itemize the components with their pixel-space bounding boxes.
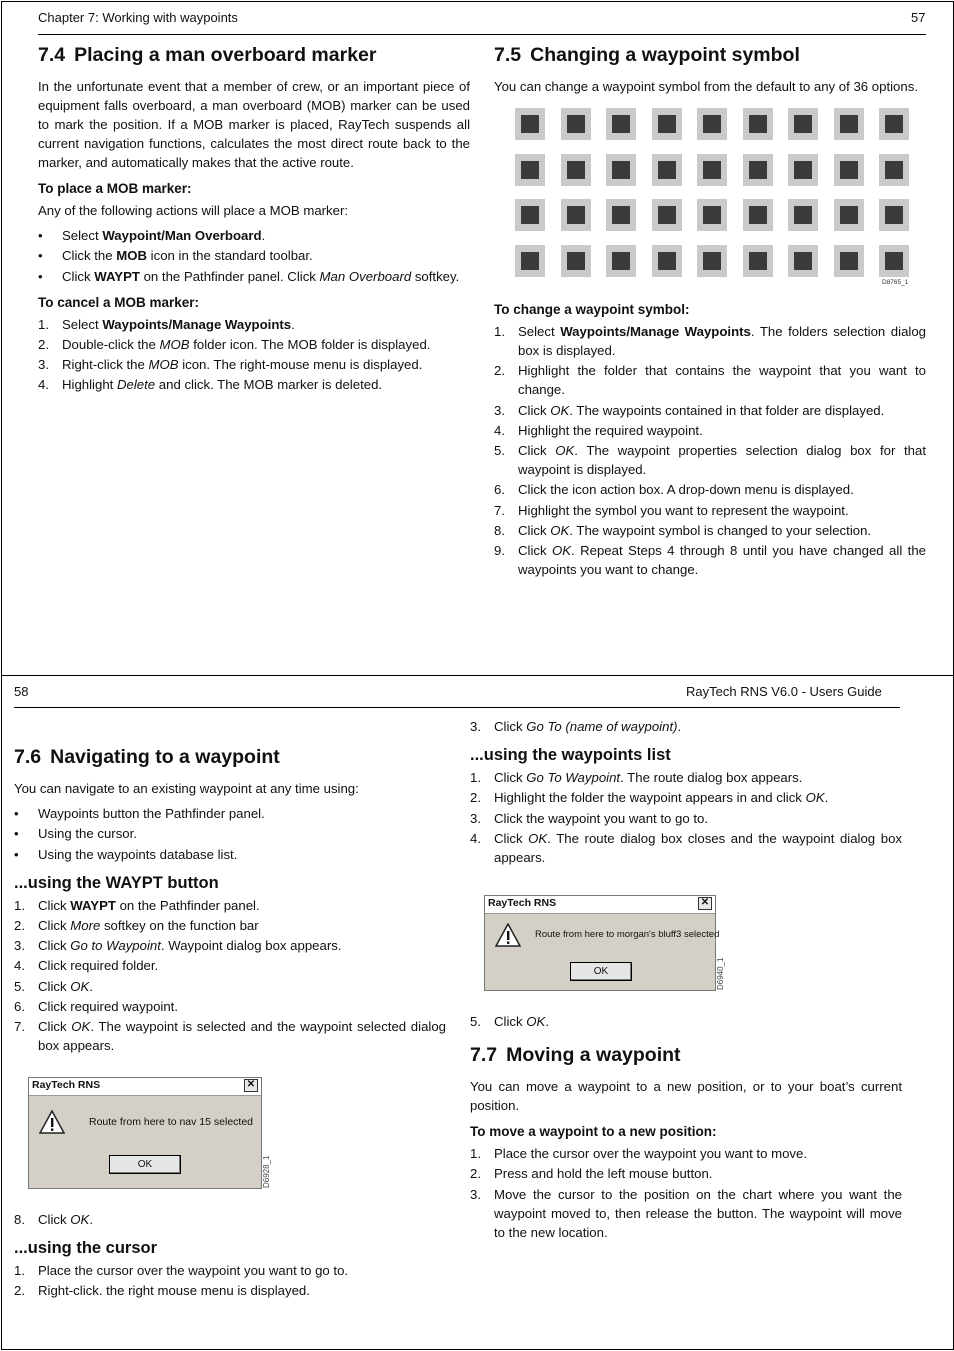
waypoint-symbol-icon [606,154,636,186]
waypoint-symbol-icon [606,245,636,277]
waypoint-symbol-icon [515,199,545,231]
waypoint-symbol-icon [606,108,636,140]
list-item: 6. Click the icon action box. A drop-down menu is displayed. [494,482,854,498]
dialog-message: Route from here to morgan's bluff3 selected [535,929,720,940]
ok-button[interactable]: OK [570,962,632,981]
warning-icon [39,1110,65,1134]
section-intro: You can move a waypoint to a new position, or to your boat’s current position. [470,1079,902,1113]
running-header-right: RayTech RNS V6.0 - Users Guide [686,684,882,699]
subheading-waypoints-list: ...using the waypoints list [470,746,671,764]
list-item: • Select Waypoint/Man Overboard. [38,228,266,243]
waypoint-symbol-icon [788,154,818,186]
list-item: 1. Select Waypoints/Manage Waypoints. The folders selection dialog box is displayed. [494,324,926,358]
section-7-6-continued [14,1210,446,1304]
waypoint-symbol-grid [508,108,928,288]
waypoint-symbol-icon [879,108,909,140]
list-item: • Using the waypoints database list. [14,846,238,862]
list-item: 5. Click OK. [470,1014,549,1029]
waypoint-symbol-icon [743,199,773,231]
list-item: • Click WAYPT on the Pathfinder panel. Click Man Overboard softkey. [38,268,460,284]
list-item: 3. Click the waypoint you want to go to. [470,810,709,826]
list-item: 9. Click OK. Repeat Steps 4 through 8 until you have changed all the waypoints you want to change. [494,543,926,578]
list-item: 8. Click OK. The waypoint symbol is changed to your selection. [494,523,872,539]
subheading-move-waypoint: To move a waypoint to a new position: [470,1124,717,1139]
waypoint-symbol-icon [834,199,864,231]
list-item: 4. Click required folder. [14,958,159,974]
section-7-4 [38,43,470,398]
page-number: 58 [14,684,29,699]
list-item: 3. Right-click the MOB icon. The right-mouse menu is displayed. [38,357,423,373]
cancel-mob-list [38,315,470,395]
waypoint-symbol-icon [743,245,773,277]
section-heading: 7.5 Changing a waypoint symbol [494,44,800,66]
waypoint-symbol-icon [788,199,818,231]
waypoint-symbol-icon [697,199,727,231]
navigate-options-list [14,804,446,864]
change-symbol-steps [494,322,926,579]
section-7-6 [14,745,446,1059]
place-mob-list [38,226,470,286]
waypoint-symbol-icon [834,108,864,140]
list-item: 8. Click OK. [14,1212,93,1227]
waypoint-symbol-icon [652,199,682,231]
header-rule [38,34,926,35]
waypoint-symbol-icon [561,245,591,277]
list-item: 2. Highlight the folder that contains the waypoint that you want to change. [494,363,926,398]
section-7-7 [470,1012,902,1246]
close-icon[interactable]: ✕ [244,1079,258,1092]
dialog-message: Route from here to nav 15 selected [89,1116,254,1128]
waypoint-symbol-icon [697,108,727,140]
list-item: • Click the MOB icon in the standard toolbar. [38,248,313,264]
section-intro: You can change a waypoint symbol from the default to any of 36 options. [494,79,918,94]
waypoints-list-steps-cont [470,1012,902,1031]
list-item: 1. Place the cursor over the waypoint you want to move. [470,1146,807,1161]
list-item: 4. Highlight Delete and click. The MOB marker is deleted. [38,377,383,393]
waypoint-symbol-icon [652,108,682,140]
page-number: 57 [911,10,926,25]
section-intro: You can navigate to an existing waypoint at any time using: [14,781,359,796]
waypt-button-steps [14,896,446,1056]
waypoint-symbol-icon [834,154,864,186]
waypoint-symbol-icon [652,154,682,186]
section-7-5 [494,43,926,583]
waypoint-symbol-icon [515,108,545,140]
subheading-waypt-button: ...using the WAYPT button [14,873,219,892]
section-heading: 7.7 Moving a waypoint [470,1044,681,1066]
route-selected-dialog [484,895,720,991]
dialog-titlebar: RayTech RNS ✕ [485,896,715,914]
ok-button[interactable]: OK [109,1155,181,1174]
list-item: 3. Move the cursor to the position on the chart where you want the waypoint moved to, then release the button. The waypoint will move to the new location. [470,1186,902,1240]
waypoint-symbol-icon [743,154,773,186]
section-heading: 7.6 Navigating to a waypoint [14,746,280,768]
list-item: 7. Highlight the symbol you want to represent the waypoint. [494,502,849,518]
list-item: 2. Press and hold the left mouse button. [470,1166,713,1182]
list-item: 2. Click More softkey on the function bar [14,917,259,933]
list-item: 5. Click OK. The waypoint properties selection dialog box for that waypoint is displayed. [494,443,926,478]
list-item: 1. Click WAYPT on the Pathfinder panel. [14,897,260,913]
waypoint-symbol-icon [743,108,773,140]
dialog-titlebar: RayTech RNS ✕ [29,1078,261,1096]
waypoint-symbol-icon [561,154,591,186]
subheading-cursor: ...using the cursor [14,1239,158,1257]
running-header-left: Chapter 7: Working with waypoints [38,10,238,25]
section-intro: In the unfortunate event that a member of crew, or an important piece of equipment falls overboard, a man overboard (MOB) marker can be used to mark the position. If a MOB marker is placed, RayTech suspends all current navigation functions, calculates the most direct route back to the marker, and automatically makes that the active route. [38,79,470,170]
waypt-button-steps-cont [14,1210,446,1229]
list-item: 2. Highlight the folder the waypoint appears in and click OK. [470,790,829,806]
place-intro: Any of the following actions will place a MOB marker: [38,203,349,218]
waypoint-symbol-icon [561,108,591,140]
waypoint-symbol-icon [561,199,591,231]
list-item: 5. Click OK. [14,978,93,994]
list-item: 2. Double-click the MOB folder icon. The MOB folder is displayed. [38,336,431,352]
list-item: 3. Click OK. The waypoints contained in that folder are displayed. [494,402,885,418]
waypoint-symbol-icon [788,245,818,277]
figure-code: D8765_1 [882,279,909,286]
waypoint-symbol-icon [697,245,727,277]
waypoints-list-steps [470,768,902,867]
waypoint-symbol-icon [788,108,818,140]
list-item: • Using the cursor. [14,826,137,842]
figure-code: D6940_1 [716,957,725,990]
waypoint-symbol-icon [879,245,909,277]
waypoint-symbol-icon [515,154,545,186]
list-item: 3. Click Go to Waypoint. Waypoint dialog box appears. [14,938,342,954]
warning-icon [495,923,521,947]
waypoint-symbol-icon [879,199,909,231]
list-item: 6. Click required waypoint. [14,999,178,1015]
section-heading: 7.4 Placing a man overboard marker [38,44,377,66]
list-item: 1. Place the cursor over the waypoint you want to go to. [14,1263,349,1278]
list-item: 7. Click OK. The waypoint is selected and the waypoint selected dialog box appears. [14,1019,446,1054]
subheading-place-mob: To place a MOB marker: [38,181,192,196]
waypoint-symbol-icon [834,245,864,277]
cursor-steps-cont [470,717,902,736]
list-item: 4. Click OK. The route dialog box closes and the waypoint dialog box appears. [470,830,902,865]
list-item: • Waypoints button the Pathfinder panel. [14,806,265,821]
list-item: 2. Right-click. the right mouse menu is displayed. [14,1283,310,1299]
header-rule [14,707,900,708]
subheading-cancel-mob: To cancel a MOB marker: [38,294,200,310]
waypoint-symbol-icon [879,154,909,186]
list-item: 1. Click Go To Waypoint. The route dialog box appears. [470,770,803,785]
list-item: 4. Highlight the required waypoint. [494,422,703,438]
right-column-page-58 [470,717,902,871]
close-icon[interactable]: ✕ [698,897,712,910]
subheading-change-symbol: To change a waypoint symbol: [494,302,690,317]
waypoint-symbol-icon [606,199,636,231]
figure-code: D6928_1 [262,1155,271,1188]
list-item: 3. Click Go To (name of waypoint). [470,719,682,734]
page-divider [1,675,954,676]
cursor-steps [14,1261,446,1300]
waypoint-symbol-icon [697,154,727,186]
move-waypoint-steps [470,1144,902,1242]
route-selected-dialog [28,1077,262,1189]
waypoint-symbol-icon [515,245,545,277]
waypoint-symbol-icon [652,245,682,277]
list-item: 1. Select Waypoints/Manage Waypoints. [38,316,295,332]
